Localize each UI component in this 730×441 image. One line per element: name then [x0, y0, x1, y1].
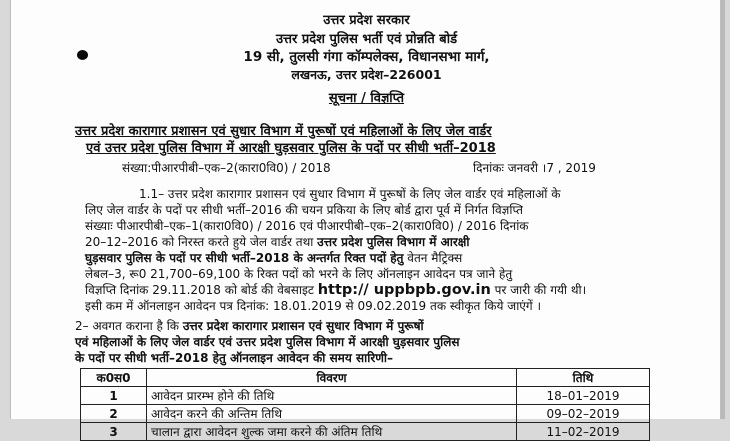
para1-line6: लेबल–3, रू0 21,700–69,100 के रिक्त पदों को भरने के लिए ऑनलाइन आवेदन पत्र जाने हेतु — [85, 267, 513, 281]
para1-line5 — [85, 250, 462, 266]
para1-line1: 1.1– उत्तर प्रदेश कारागार प्रशासन एवं सुधार विभाग में पुरूषों के लिए जेल वार्डर एवं महिलाओं के — [139, 187, 561, 201]
para2-line3: के पदों पर सीधी भर्ती–2018 हेतु ऑनलाइन आवेदन की समय सारिणी– — [75, 351, 394, 365]
para1-line4 — [85, 234, 470, 250]
row-date: 11–02–2019 — [517, 423, 650, 441]
notice-heading: सूचना / विज्ञप्ति — [328, 91, 405, 106]
row-date: 09–02–2019 — [517, 405, 650, 423]
col-header-serial: क0स0 — [81, 369, 147, 387]
row-description: आवेदन प्रारम्भ होने की तिथि — [147, 387, 517, 405]
table-row — [81, 387, 650, 405]
para2-line1-bold: उत्तर प्रदेश कारागार प्रशासन एवं सुधार विभाग में पुरूषों — [182, 319, 424, 333]
board-city: लखनऊ, उत्तर प्रदेश–226001 — [291, 67, 442, 82]
notice-title-line2: एवं उत्तर प्रदेश पुलिस विभाग में आरक्षी घुड़सवार पुलिस के पदों पर सीधी भर्ती–2018 — [86, 141, 496, 156]
row-serial: 1 — [81, 387, 147, 405]
para1-line7 — [85, 282, 586, 298]
para1-line7-tail: पर जारी की गयी थी। — [490, 283, 587, 297]
para1-line5-text: वेतन मैट्रिक्स — [403, 251, 463, 265]
para1-line3: संख्याः पीआरपीबी–एक–1(कारा0वि0) / 2016 एवं पीआरपीबी–एक–2(कारा0वि0) / 2016 दिनांक — [85, 219, 529, 233]
schedule-table — [80, 368, 650, 441]
para1-line8: इसी कम में ऑनलाइन आवेदन पत्र दिनांक: 18.01.2019 से 09.02.2019 तक स्वीकृत किये जाएंगें । — [85, 299, 542, 313]
reference-date: दिनांकः जनवरी ।7 , 2019 — [473, 161, 596, 175]
para2-line1 — [75, 318, 424, 334]
para1-line2: लिए जेल वार्डर के पदों पर सीधी भर्ती–2016 की चयन प्रकिया के लिए बोर्ड द्वारा पूर्व में निर्गत विज्ञप्ति — [85, 203, 523, 217]
row-serial: 2 — [81, 405, 147, 423]
notice-page — [10, 0, 721, 439]
col-header-date: तिथि — [517, 369, 650, 387]
para1-line7-text: विज्ञप्ति दिनांक 29.11.2018 को बोर्ड की वेबसाइट — [85, 283, 318, 297]
row-description: आवेदन करने की अन्तिम तिथि — [147, 405, 517, 423]
govt-name: उत्तर प्रदेश सरकार — [323, 13, 410, 28]
reference-number: संख्या:पीआरपीबी–एक–2(कारा0वि0) / 2018 — [122, 161, 331, 175]
table-header-row — [81, 369, 650, 387]
para1-line4-text: 20–12–2016 को निरस्त करते हुये जेल वार्डर तथा — [85, 235, 318, 249]
col-header-description: विवरण — [147, 369, 517, 387]
para1-line5-bold: घुड़सवार पुलिस के पदों पर सीधी भर्ती–2018 के अन्तर्गत रिक्त पदों हेतु — [85, 251, 404, 265]
para2-line1-text: 2– अवगत कराना है कि — [75, 319, 183, 333]
row-serial: 3 — [81, 423, 147, 441]
board-address: 19 सी, तुलसी गंगा कॉम्पलेक्स, विधानसभा मार्ग, — [243, 49, 490, 65]
board-website-link[interactable]: http:// uppbpb.gov.in — [317, 282, 491, 298]
para1-line4-bold: उत्तर प्रदेश पुलिस विभाग में आरक्षी — [317, 235, 470, 249]
table-row — [81, 423, 650, 441]
notice-title-line1: उत्तर प्रदेश कारागार प्रशासन एवं सुधार विभाग में पुरूषों एवं महिलाओं के लिए जेल वार्डर — [75, 124, 492, 139]
row-date: 18–01–2019 — [517, 387, 650, 405]
table-row — [81, 405, 650, 423]
board-name: उत्तर प्रदेश पुलिस भर्ती एवं प्रोन्नति बोर्ड — [275, 32, 458, 47]
para2-line2: एवं महिलाओं के लिए जेल वार्डर एवं उत्तर प्रदेश पुलिस विभाग में आरक्षी घुड़सवार पुलिस — [75, 335, 460, 349]
row-description: चालान द्वारा आवेदन शुल्क जमा करने की अंतिम तिथि — [147, 423, 517, 441]
